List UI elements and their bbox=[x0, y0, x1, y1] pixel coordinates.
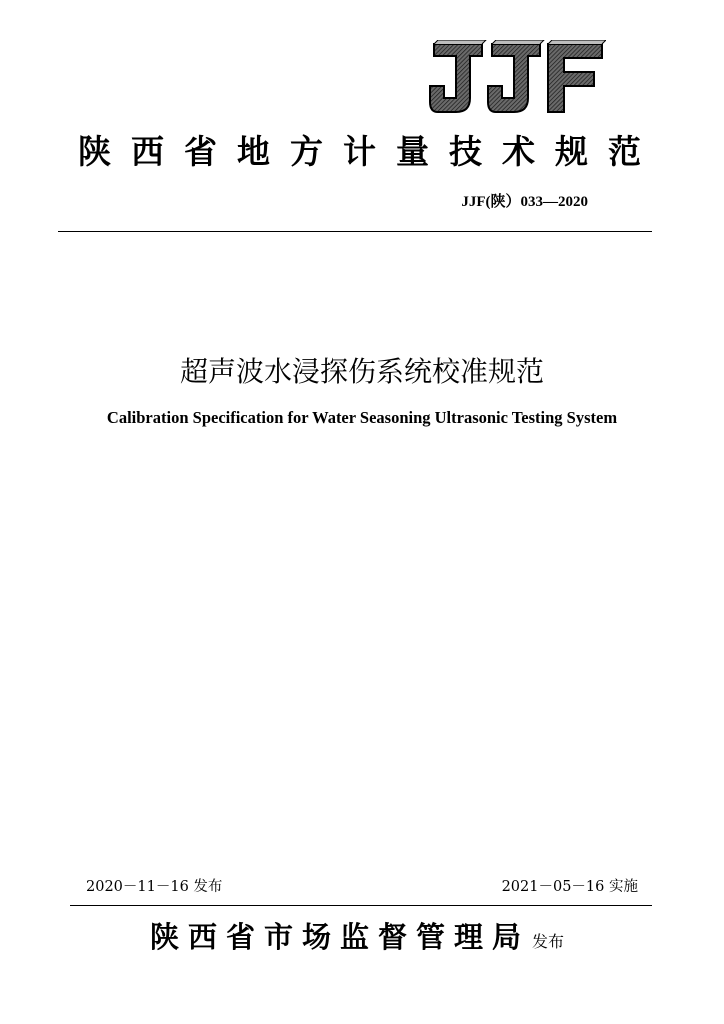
title-chinese: 超声波水浸探伤系统校准规范 bbox=[179, 355, 544, 388]
jjf-logo-graphic bbox=[428, 40, 606, 116]
bottom-divider bbox=[70, 905, 652, 906]
top-divider bbox=[58, 231, 652, 232]
document-number: JJF(陕）033—2020 bbox=[461, 194, 588, 210]
publisher-suffix: 发布 bbox=[532, 932, 565, 951]
logo-letter-f bbox=[548, 44, 602, 112]
publisher-name: 陕西省市场监督管理局 bbox=[150, 920, 531, 954]
authority-heading: 陕西省地方计量技术规范 bbox=[78, 132, 661, 171]
publisher-line bbox=[150, 914, 564, 965]
logo-letter-j1 bbox=[430, 44, 482, 112]
issue-date: 2020－11－16 发布 bbox=[86, 879, 223, 895]
title-english: Calibration Specification for Water Seasoning Ultrasonic Testing System bbox=[106, 408, 618, 427]
implement-date: 2021－05－16 实施 bbox=[501, 879, 638, 895]
logo-letter-j2 bbox=[488, 44, 540, 112]
jjf-logo bbox=[428, 40, 606, 116]
